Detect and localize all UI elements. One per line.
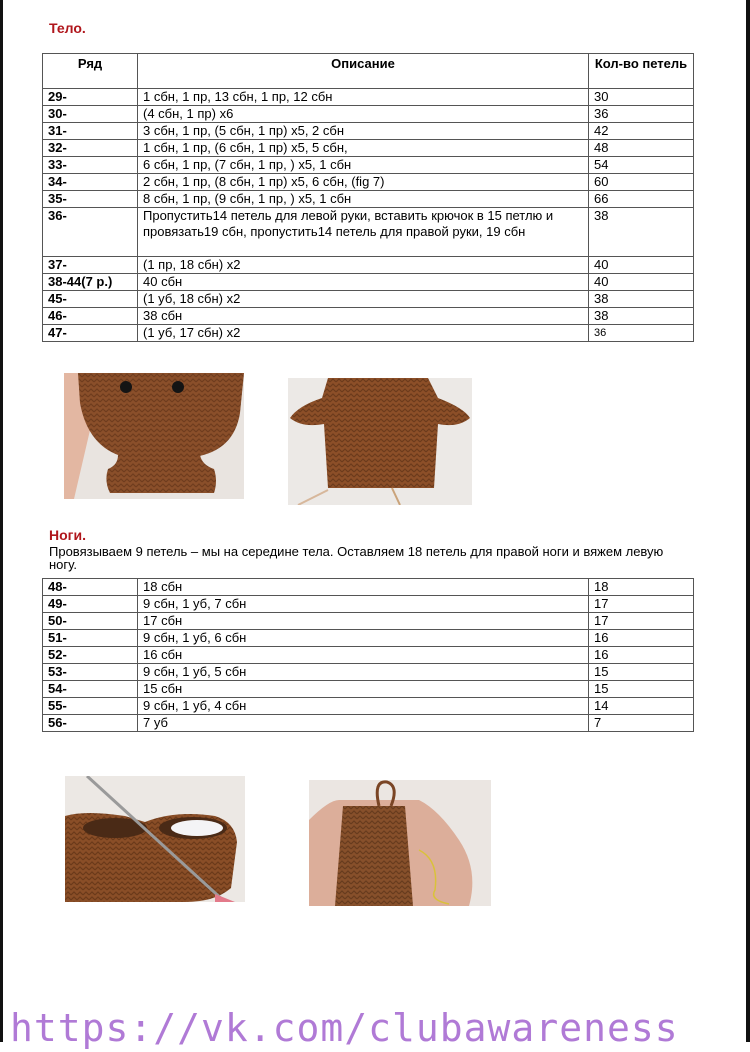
description-cell: 40 сбн — [138, 274, 589, 291]
row-number-cell: 52- — [43, 647, 138, 664]
table-row — [43, 106, 694, 123]
stitch-count-cell: 42 — [589, 123, 694, 140]
description-cell: (1 уб, 18 сбн) х2 — [138, 291, 589, 308]
legs-section-heading: Ноги. — [49, 527, 86, 543]
table-row — [43, 174, 694, 191]
row-number-cell: 38-44(7 р.) — [43, 274, 138, 291]
table-row — [43, 647, 694, 664]
legs-table-rows — [43, 579, 694, 732]
watermark-url: https://vk.com/clubawareness — [10, 1006, 679, 1050]
table-row — [43, 630, 694, 647]
stitch-count-cell: 60 — [589, 174, 694, 191]
stitch-count-cell: 48 — [589, 140, 694, 157]
row-number-cell: 51- — [43, 630, 138, 647]
table-row — [43, 291, 694, 308]
photo-leg-finished — [309, 780, 491, 906]
description-cell: 16 сбн — [138, 647, 589, 664]
table-row — [43, 274, 694, 291]
table-row — [43, 140, 694, 157]
stitch-count-cell: 16 — [589, 630, 694, 647]
description-cell: 9 сбн, 1 уб, 6 сбн — [138, 630, 589, 647]
page-edge-left — [0, 0, 3, 1042]
row-number-cell: 48- — [43, 579, 138, 596]
description-cell: 1 сбн, 1 пр, (6 сбн, 1 пр) х5, 5 сбн, — [138, 140, 589, 157]
table-row — [43, 681, 694, 698]
legs-intro-text: Провязываем 9 петель – мы на середине тела. Оставляем 18 петель для правой ноги и вяжем левую ногу. — [49, 544, 664, 572]
stitch-count-cell: 38 — [589, 291, 694, 308]
description-cell: 38 сбн — [138, 308, 589, 325]
description-cell: (1 уб, 17 сбн) х2 — [138, 325, 589, 342]
description-cell: 9 сбн, 1 уб, 5 сбн — [138, 664, 589, 681]
photo-body-with-arms — [288, 378, 472, 505]
column-header-description: Описание — [138, 54, 589, 89]
description-cell: 6 сбн, 1 пр, (7 сбн, 1 пр, ) х5, 1 сбн — [138, 157, 589, 174]
table-row — [43, 613, 694, 630]
table-row — [43, 257, 694, 274]
stitch-count-cell: 40 — [589, 257, 694, 274]
table-row — [43, 208, 694, 257]
stitch-count-cell: 40 — [589, 274, 694, 291]
description-cell: (1 пр, 18 сбн) х2 — [138, 257, 589, 274]
stitch-count-cell: 38 — [589, 308, 694, 325]
photo-body-with-eyes — [64, 373, 244, 499]
table-row — [43, 596, 694, 613]
description-cell: 2 сбн, 1 пр, (8 сбн, 1 пр) х5, 6 сбн, (fig 7) — [138, 174, 589, 191]
description-cell: 18 сбн — [138, 579, 589, 596]
column-header-count: Кол-во петель — [589, 54, 694, 89]
row-number-cell: 32- — [43, 140, 138, 157]
table-row — [43, 308, 694, 325]
row-number-cell: 34- — [43, 174, 138, 191]
table-row — [43, 698, 694, 715]
description-cell: 1 сбн, 1 пр, 13 сбн, 1 пр, 12 сбн — [138, 89, 589, 106]
stitch-count-cell: 17 — [589, 596, 694, 613]
table-row — [43, 664, 694, 681]
table-row — [43, 123, 694, 140]
table-row — [43, 325, 694, 342]
table-row — [43, 157, 694, 174]
description-cell: 3 сбн, 1 пр, (5 сбн, 1 пр) х5, 2 сбн — [138, 123, 589, 140]
description-cell: 15 сбн — [138, 681, 589, 698]
stitch-count-cell: 16 — [589, 647, 694, 664]
description-cell: 17 сбн — [138, 613, 589, 630]
row-number-cell: 46- — [43, 308, 138, 325]
body-section-heading: Тело. — [49, 20, 86, 36]
stitch-count-cell: 36 — [589, 325, 694, 342]
row-number-cell: 35- — [43, 191, 138, 208]
stitch-count-cell: 66 — [589, 191, 694, 208]
row-number-cell: 45- — [43, 291, 138, 308]
stitch-count-cell: 30 — [589, 89, 694, 106]
description-cell: 8 сбн, 1 пр, (9 сбн, 1 пр, ) х5, 1 сбн — [138, 191, 589, 208]
stitch-count-cell: 38 — [589, 208, 694, 257]
stitch-count-cell: 15 — [589, 681, 694, 698]
row-number-cell: 50- — [43, 613, 138, 630]
row-number-cell: 47- — [43, 325, 138, 342]
page-edge-right — [746, 0, 750, 1042]
description-cell: Пропустить14 петель для левой руки, вставить крючок в 15 петлю и провязать19 сбн, пропустить14 петель для правой руки, 19 сбн — [138, 208, 589, 257]
legs-pattern-table — [42, 578, 694, 732]
stitch-count-cell: 54 — [589, 157, 694, 174]
row-number-cell: 36- — [43, 208, 138, 257]
table-row — [43, 191, 694, 208]
column-header-row: Ряд — [43, 54, 138, 89]
table-row — [43, 579, 694, 596]
description-cell: 9 сбн, 1 уб, 7 сбн — [138, 596, 589, 613]
row-number-cell: 49- — [43, 596, 138, 613]
description-cell: 9 сбн, 1 уб, 4 сбн — [138, 698, 589, 715]
table-header-row — [43, 54, 694, 89]
row-number-cell: 33- — [43, 157, 138, 174]
photo-legs-stuffing — [65, 776, 245, 902]
body-pattern-table — [42, 53, 694, 342]
description-cell: (4 сбн, 1 пр) х6 — [138, 106, 589, 123]
description-cell: 7 уб — [138, 715, 589, 732]
table-row — [43, 715, 694, 732]
row-number-cell: 29- — [43, 89, 138, 106]
row-number-cell: 37- — [43, 257, 138, 274]
stitch-count-cell: 17 — [589, 613, 694, 630]
stitch-count-cell: 14 — [589, 698, 694, 715]
body-table-rows — [43, 89, 694, 342]
row-number-cell: 31- — [43, 123, 138, 140]
row-number-cell: 30- — [43, 106, 138, 123]
stitch-count-cell: 36 — [589, 106, 694, 123]
table-row — [43, 89, 694, 106]
row-number-cell: 55- — [43, 698, 138, 715]
row-number-cell: 53- — [43, 664, 138, 681]
stitch-count-cell: 15 — [589, 664, 694, 681]
stitch-count-cell: 18 — [589, 579, 694, 596]
row-number-cell: 56- — [43, 715, 138, 732]
row-number-cell: 54- — [43, 681, 138, 698]
stitch-count-cell: 7 — [589, 715, 694, 732]
